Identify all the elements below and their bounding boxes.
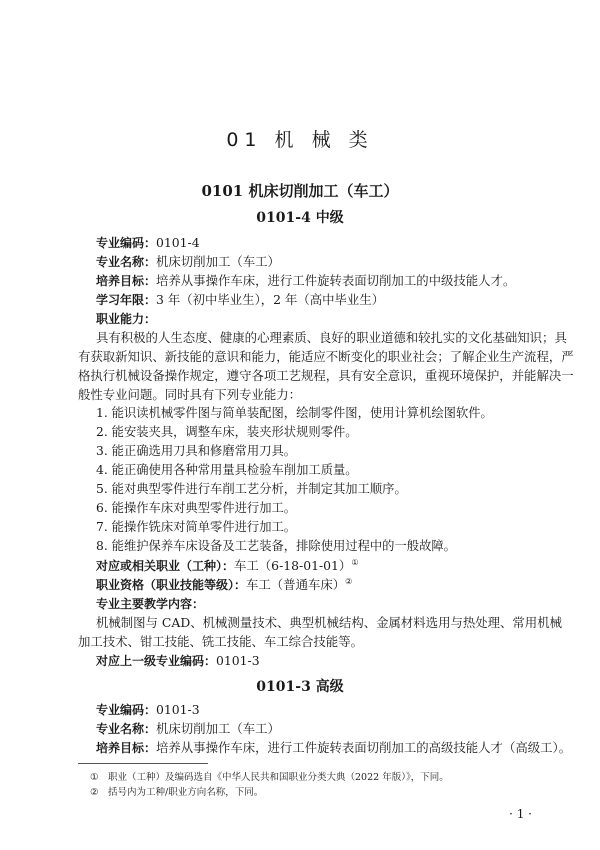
footnote xyxy=(90,771,449,785)
field-label: 学习年限： xyxy=(96,293,157,307)
field-major-code xyxy=(96,233,200,253)
footnote-number: ② xyxy=(90,787,99,798)
field-occupation xyxy=(96,556,359,576)
field-upper-code xyxy=(96,651,260,671)
courses-line: 机械制图与 CAD、机械测量技术、典型机械结构、金属材料选用与热处理、常用机械 xyxy=(96,615,562,630)
field-label: 专业编码： xyxy=(96,236,157,250)
ability-item: 4. 能正确使用各种常用量具检验车削加工质量。 xyxy=(96,463,358,477)
section-heading-intermediate: 0101-4 中级 xyxy=(256,210,344,226)
field-training-goal xyxy=(96,738,571,758)
field-value: 0101-3 xyxy=(216,653,260,668)
field-major-name xyxy=(96,719,280,739)
field-value: 培养从事操作车床，进行工件旋转表面切削加工的高级技能人才（高级工）。 xyxy=(156,740,572,755)
field-value: 0101-4 xyxy=(156,235,200,250)
field-study-years xyxy=(96,290,384,310)
footnote-text: 括号内为工种/职业方向名称，下同。 xyxy=(108,787,264,798)
ability-item: 6. 能操作车床对典型零件进行加工。 xyxy=(96,501,297,515)
field-training-goal xyxy=(96,271,515,291)
field-label: 培养目标： xyxy=(96,741,157,755)
footnote-divider xyxy=(78,763,208,764)
field-value: 0101-3 xyxy=(156,702,200,717)
field-major-code xyxy=(96,700,200,720)
ability-intro-line: 具有积极的人生态度、健康的心理素质、良好的职业道德和较扎实的文化基础知识；具 xyxy=(96,330,567,345)
field-label: 对应或相关职业（工种）： xyxy=(96,559,235,573)
field-value: 车工（6-18-01-01） xyxy=(234,558,352,573)
field-label: 专业名称： xyxy=(96,722,157,736)
field-label: 专业名称： xyxy=(96,255,157,269)
field-value: 机床切削加工（车工） xyxy=(156,721,280,736)
field-qualification xyxy=(96,575,352,595)
field-value: 车工（普通车床） xyxy=(246,577,346,592)
ability-intro-line: 格执行机械设备操作规定，遵守各项工艺规程，具有安全意识，重视环境保护，并能解决一 xyxy=(78,368,574,383)
field-label: 职业资格（职业技能等级）： xyxy=(96,578,247,592)
footnote-number: ① xyxy=(90,772,99,783)
field-label: 专业编码： xyxy=(96,703,157,717)
ability-label: 职业能力： xyxy=(96,312,157,326)
ability-intro-line: 有获取新知识、新技能的意识和能力，能适应不断变化的职业社会；了解企业生产流程，严 xyxy=(78,349,574,364)
footnote-ref: ② xyxy=(345,576,353,586)
field-label: 对应上一级专业编码： xyxy=(96,654,217,668)
field-major-name xyxy=(96,252,280,272)
ability-item: 7. 能操作铣床对简单零件进行加工。 xyxy=(96,520,297,534)
courses-line: 加工技术、钳工技能、铣工技能、车工综合技能等。 xyxy=(78,634,363,649)
field-value: 培养从事操作车床，进行工件旋转表面切削加工的中级技能人才。 xyxy=(156,273,516,288)
footnote-ref: ① xyxy=(351,557,359,567)
ability-intro-line: 般性专业问题。同时具有下列专业能力： xyxy=(78,387,302,402)
field-value: 3 年（初中毕业生），2 年（高中毕业生） xyxy=(156,292,385,307)
ability-item: 8. 能维护保养车床设备及工艺装备，排除使用过程中的一般故障。 xyxy=(96,539,456,553)
ability-item: 5. 能对典型零件进行车削工艺分析，并制定其加工顺序。 xyxy=(96,482,407,496)
field-label: 培养目标： xyxy=(96,274,157,288)
footnote-text: 职业（工种）及编码选自《中华人民共和国职业分类大典（2022 年版）》，下同。 xyxy=(108,772,449,783)
major-title: 0101 机床切削加工（车工） xyxy=(201,182,399,200)
ability-item: 3. 能正确选用刀具和修磨常用刀具。 xyxy=(96,444,297,458)
chapter-title: 01 机 械 类 xyxy=(226,129,374,151)
page-number: · 1 · xyxy=(509,807,532,821)
courses-label: 专业主要教学内容： xyxy=(96,597,205,611)
ability-item: 2. 能安装夹具，调整车床，装夹形状规则零件。 xyxy=(96,425,358,439)
field-value: 机床切削加工（车工） xyxy=(156,254,280,269)
section-heading-advanced: 0101-3 高级 xyxy=(256,679,344,695)
footnote xyxy=(90,786,263,800)
ability-item: 1. 能识读机械零件图与简单装配图，绘制零件图，使用计算机绘图软件。 xyxy=(96,406,493,420)
